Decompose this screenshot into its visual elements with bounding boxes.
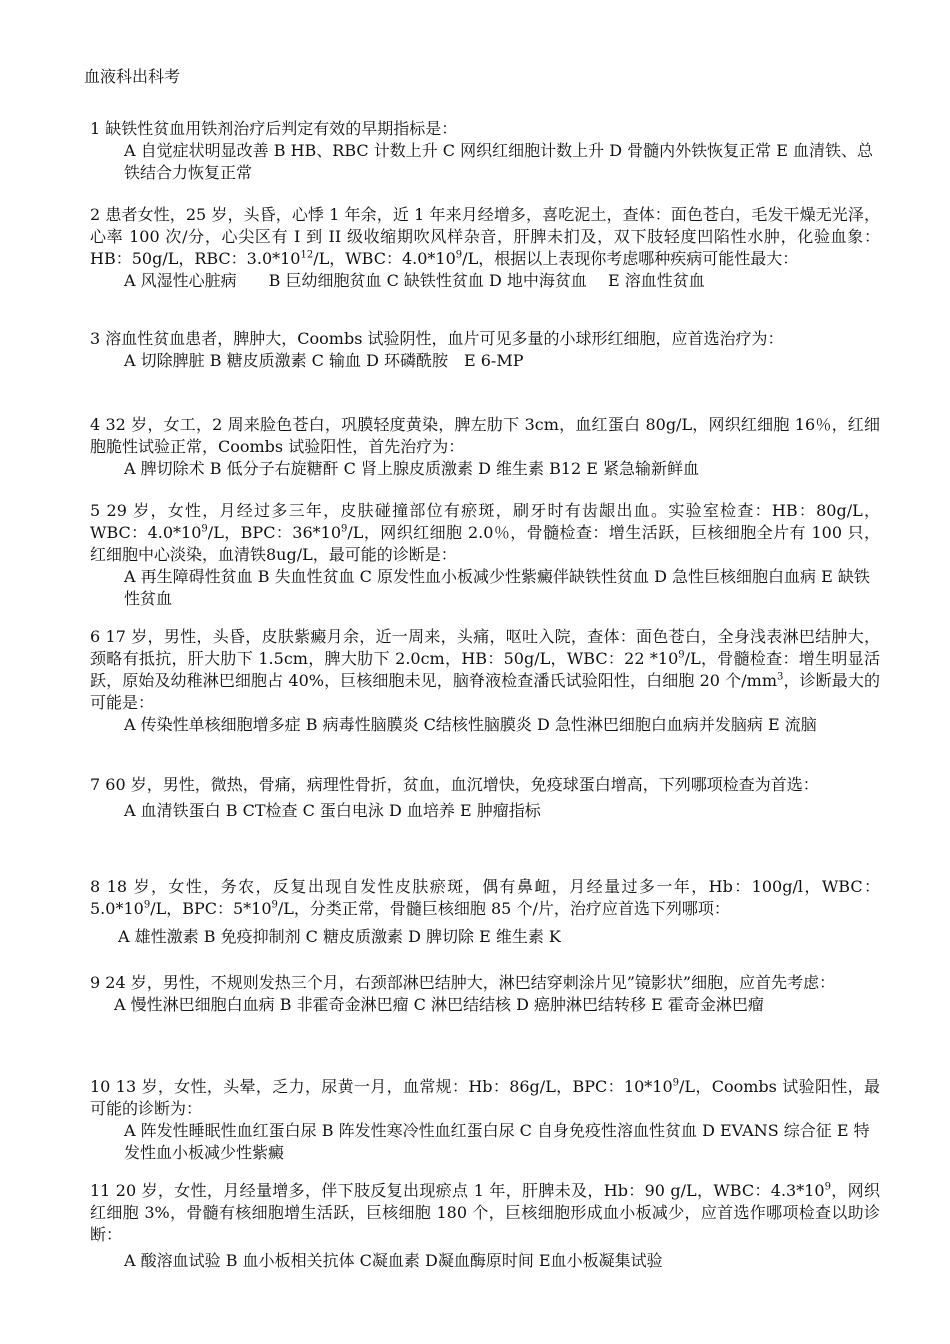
superscript: 9 [341, 523, 348, 535]
question-stem: 7 60 岁，男性，微热，骨痛，病理性骨折，贫血，血沉增快，免疫球蛋白增高，下列哪项检查为首选： [90, 775, 819, 794]
stem-part: ，诊断最大的可能是： [90, 671, 880, 712]
question-options: A 传染性单核细胞增多症 B 病毒性脑膜炎 C结核性脑膜炎 D 急性淋巴细胞白血病并发脑病 E 流脑 [124, 715, 817, 734]
stem-part: /L，WBC：4.0*10 [313, 249, 456, 268]
superscript: 9 [824, 1181, 831, 1193]
document-title: 血液科出科考 [84, 67, 181, 86]
stem-part: ，网织红细胞 3%，骨髓有核细胞增生活跃，巨核细胞 180 个，巨核细胞形成血小板减少，应首选作哪项检查以助诊断： [90, 1181, 880, 1244]
question-9 [90, 972, 880, 1016]
question-stem [90, 204, 880, 270]
question-options: A 再生障碍性贫血 B 失血性贫血 C 原发性血小板减少性紫癜伴缺铁性贫血 D 急性巨核细胞白血病 E 缺铁性贫血 [124, 567, 870, 608]
superscript: 9 [143, 899, 151, 911]
stem-part: /L，BPC：5*10 [150, 899, 272, 918]
stem-part: /L，BPC：36*10 [207, 523, 342, 542]
stem-part: 2 患者女性，25 岁，头昏，心悸 1 年余，近 1 年来月经增多，喜吃泥土，查体：面色苍白，毛发干燥无光泽，心率 100 次/分，心尖区有 I 到 II 级收缩期吹风样杂音，肝脾未扪及，双下肢轻度凹陷性水肿，化验血象：HB：50g/L，RBC：3.0*10 [90, 205, 880, 268]
question-stem [90, 1180, 880, 1246]
question-stem [90, 500, 880, 566]
superscript: 3 [777, 671, 784, 683]
question-3 [90, 328, 880, 372]
question-stem: 1 缺铁性贫血用铁剂治疗后判定有效的早期指标是： [90, 119, 458, 138]
question-options: A 雄性激素 B 免疫抑制剂 C 糖皮质激素 D 脾切除 E 维生素 K [118, 927, 561, 946]
question-2 [90, 204, 880, 292]
question-6 [90, 626, 880, 736]
question-options: A 阵发性睡眠性血红蛋白尿 B 阵发性寒冷性血红蛋白尿 C 自身免疫性溶血性贫血 D EVANS 综合征 E 特发性血小板减少性紫癜 [124, 1121, 870, 1162]
superscript: 9 [672, 1077, 680, 1089]
question-stem [90, 1076, 880, 1120]
stem-part: /L，分类正常，骨髓巨核细胞 85 个/片，治疗应首选下列哪项： [277, 899, 730, 918]
stem-part: /L，骨髓检查：增生明显活跃，原始及幼稚淋巴细胞占 40%，巨核细胞未见，脑脊液检查潘氏试验阳性，白细胞 20 个/mm [90, 649, 880, 690]
question-11 [90, 1180, 880, 1272]
question-options: A 切除脾脏 B 糖皮质激素 C 输血 D 环磷酰胺 E 6-MP [124, 351, 524, 370]
question-7 [90, 774, 880, 822]
question-stem: 4 32 岁，女工，2 周来脸色苍白，巩膜轻度黄染，脾左肋下 3cm，血红蛋白 80g/L，网织红细胞 16％，红细胞脆性试验正常，Coombs 试验阳性，首先治疗为： [90, 415, 880, 456]
stem-part: 11 20 岁，女性，月经量增多，伴下肢反复出现瘀点 1 年，肝脾未及，Hb：90 g/L，WBC：4.3*10 [90, 1181, 825, 1200]
stem-part: 10 13 岁，女性，头晕，乏力，尿黄一月，血常规：Hb：86g/L，BPC：10*10 [90, 1077, 673, 1096]
question-options: A 风湿性心脏病 B 巨幼细胞贫血 C 缺铁性贫血 D 地中海贫血 E 溶血性贫血 [124, 271, 705, 290]
question-stem: 3 溶血性贫血患者，脾肿大，Coombs 试验阴性，血片可见多量的小球形红细胞，应首选治疗为： [90, 329, 784, 348]
question-options: A 脾切除术 B 低分子右旋糖酐 C 肾上腺皮质激素 D 维生素 B12 E 紧急输新鲜血 [124, 459, 700, 478]
question-1 [90, 118, 880, 184]
question-options: A 血清铁蛋白 B CT检查 C 蛋白电泳 D 血培养 E 肿瘤指标 [124, 801, 541, 820]
question-4 [90, 414, 880, 480]
superscript: 9 [678, 649, 685, 661]
superscript: 12 [300, 249, 314, 261]
question-stem [90, 876, 880, 920]
superscript: 9 [455, 249, 463, 261]
superscript: 9 [201, 523, 208, 535]
stem-part: 6 17 岁，男性，头昏，皮肤紫癜月余，近一周来，头痛，呕吐入院，查体：面色苍白，全身浅表淋巴结肿大，颈略有抵抗，肝大肋下 1.5cm，脾大肋下 2.0cm，HB：50g/L，WBC：22 *10 [90, 627, 880, 668]
question-stem [90, 626, 880, 714]
question-5 [90, 500, 880, 610]
stem-part: 5 29 岁，女性，月经过多三年，皮肤碰撞部位有瘀斑，刷牙时有齿龈出血。实验室检查：HB：80g/L，WBC：4.0*10 [90, 501, 880, 542]
question-stem: 9 24 岁，男性，不规则发热三个月，右颈部淋巴结肿大，淋巴结穿刺涂片见”镜影状”细胞，应首先考虑： [90, 973, 836, 992]
question-10 [90, 1076, 880, 1164]
question-8 [90, 876, 880, 948]
stem-part: 8 18 岁，女性，务农，反复出现自发性皮肤瘀斑，偶有鼻衄，月经量过多一年，Hb：100g/l，WBC：5.0*10 [90, 877, 880, 918]
stem-part: /L，Coombs 试验阳性，最可能的诊断为： [90, 1077, 880, 1118]
superscript: 9 [271, 899, 278, 911]
question-options: A 自觉症状明显改善 B HB、RBC 计数上升 C 网织红细胞计数上升 D 骨髓内外铁恢复正常 E 血清铁、总铁结合力恢复正常 [124, 141, 873, 182]
stem-part: /L，根据以上表现你考虑哪种疾病可能性最大： [462, 249, 799, 268]
stem-part: /L，网织红细胞 2.0％，骨髓检查：增生活跃，巨核细胞全片有 100 只，红细胞中心淡染，血清铁8ug/L，最可能的诊断是： [90, 523, 880, 564]
question-options: A 慢性淋巴细胞白血病 B 非霍奇金淋巴瘤 C 淋巴结结核 D 癌肿淋巴结转移 E 霍奇金淋巴瘤 [114, 995, 764, 1014]
question-options: A 酸溶血试验 B 血小板相关抗体 C凝血素 D凝血酶原时间 E血小板凝集试验 [124, 1251, 663, 1270]
